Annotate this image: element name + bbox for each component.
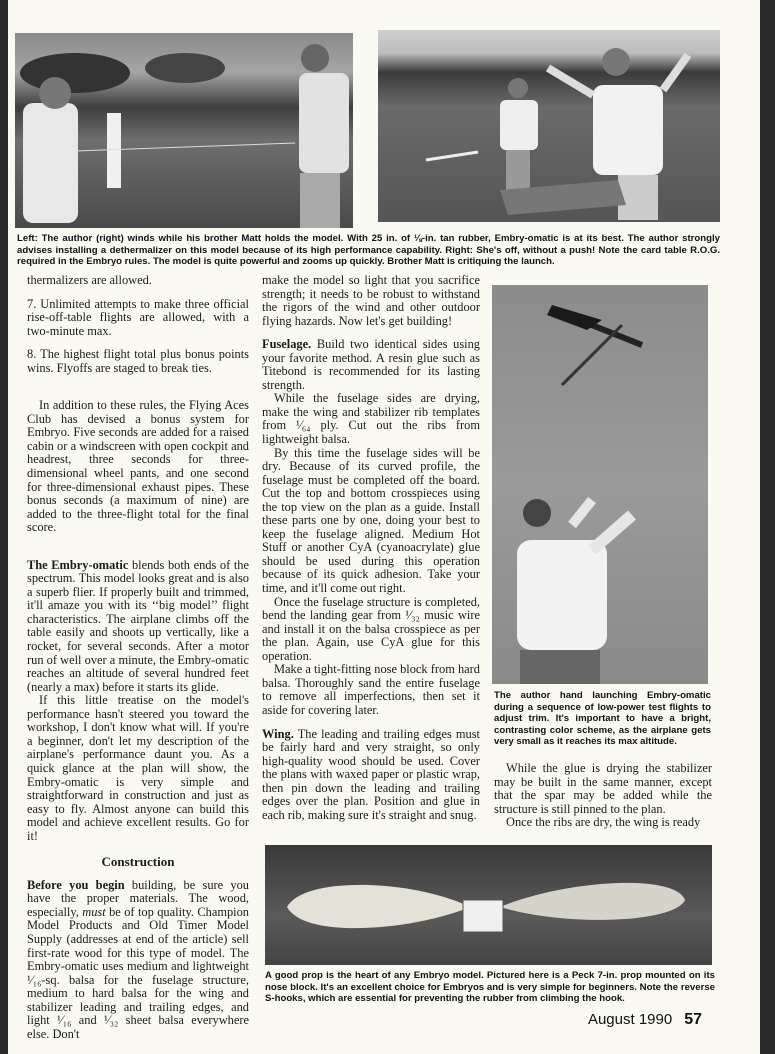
lead-in: The Embry-omatic [27, 557, 129, 572]
paragraph-before-you-begin: Before you begin building, be sure you have the proper materials. The wood, especially, must be of top quality. Champion Model Products and Old Timer Model Supply (addresses at end of the article) sell first-rate wood for this type of model. The Embry-omatic uses medium and lightweight ¹⁄₁₆-sq. balsa for the fuselage structure, medium to hard balsa for the wing and stabilizer leading and trailing edges, and light ¹⁄₁₆ and ¹⁄₃₂ sheet balsa everywhere else. Don't [27, 877, 250, 1041]
photo-winding-model [15, 33, 353, 228]
column-1 [27, 274, 249, 1041]
paragraph: Once the ribs are dry, the wing is ready [506, 815, 701, 830]
lead-in: Fuselage. [262, 337, 312, 352]
photo-hand-launch [492, 285, 708, 684]
paragraph-fuselage: Fuselage. Build two identical sides using your favorite method. A resin glue such as Titebond is recommended for its lasting strength. [262, 337, 480, 392]
paragraph-wing: Wing. The leading and trailing edges must be fairly hard and very straight, so only high-quality wood should be used. Cover the plans with waxed paper or plastic wrap, then pin down the leading and trailing edges over the plan. Position and glue in each rib, making sure it's straight and snug. [262, 726, 480, 822]
rule-7: 7. Unlimited attempts to make three official rise-off-table flights are allowed, with a two-minute max. [27, 296, 249, 338]
photo-1-figures [15, 33, 353, 228]
paragraph: Make a tight-fitting nose block from hard balsa. Thoroughly sand the entire fuselage to remove all imperfections, then set it aside for covering later. [262, 662, 480, 717]
paragraph: Once the fuselage structure is completed, bend the landing gear from ¹⁄₃₂ music wire and install it on the balsa crosspiece as per the plan. Again, use CyA glue for this operation. [262, 594, 480, 663]
lead-in: Before you begin [27, 877, 125, 892]
page-footer [588, 1011, 702, 1029]
caption-propeller: A good prop is the heart of any Embryo model. Pictured here is a Peck 7-in. prop mounted on its nose block. It's an excellent choice for Embryos and is very simple for beginners. Note the reverse S-hooks, which are essential for preventing the rubber from climbing the hook. [265, 970, 715, 1005]
photo-propeller [265, 845, 712, 965]
photo-launch-from-table [378, 30, 720, 222]
paragraph: thermalizers are allowed. [27, 273, 152, 287]
issue-date: August 1990 [587, 1011, 673, 1028]
photo-4-prop [265, 845, 712, 965]
paragraph-bonus-system: In addition to these rules, the Flying Aces Club has devised a bonus system for Embryo. Five seconds are added for a raised cabin or a windscreen with open cockpit and headrest, three seconds for three-dimensional wheel pants, and one second for three-dimensional exhaust pipes. These bonus seconds (a maximum of nine) are added to the three-flight total for the final score. [27, 398, 249, 535]
section-heading-construction: Construction [101, 854, 175, 870]
paragraph: While the glue is drying the stabilizer may be built in the same manner, except that the spar may be added while the structure is still pinned to the plan. [494, 761, 712, 816]
paragraph: While the fuselage sides are drying, make the wing and stabilizer rib templates from ¹⁄₆₄ ply. Cut out the ribs from lightweight balsa. [262, 391, 480, 447]
page-number: 57 [684, 1011, 702, 1028]
column-2 [262, 274, 480, 822]
magazine-page [8, 0, 760, 1054]
paragraph: By this time the fuselage sides will be dry. Because of its curved profile, the fuselage must be completed off the board. Cut the top and bottom crosspieces using the top view on the plan as a guide. Install these parts one by one, doing your best to keep the fuselage aligned. Medium Hot Stuff or another CyA (cyanoacrylate) glue should be used during this operation because of its quick adhesion. Take your time, and it'll come out right. [262, 445, 480, 596]
photo-2-figures [378, 30, 720, 222]
paragraph: make the model so light that you sacrifice strength; it needs to be robust to withstand the rigors of the wind and other outdoor flying hazards. Now let's get building! [262, 273, 480, 328]
column-3 [494, 762, 712, 830]
photo-3-figures [492, 285, 708, 684]
rule-8: 8. The highest flight total plus bonus points wins. Flyoffs are staged to break ties. [27, 347, 249, 375]
caption-hand-launch: The author hand launching Embry-omatic during a sequence of low-power test flights to adjust trim. It's important to have a bright, contrasting color scheme, as the airplane gets very small as it reaches its max altitude. [494, 690, 711, 748]
paragraph-embry-omatic: The Embry-omatic blends both ends of the spectrum. This model looks great and is also a superb flier. If properly built and trimmed, it'll amaze you with its ‘‘big model’’ flight characteristics. The airplane climbs off the table easily and shoots up vertically, like a rocket, for several seconds. After a motor run of well over a minute, the Embry-omatic reaches an altitude of several hundred feet (nearly a max) before it starts its glide. [27, 557, 249, 694]
lead-in: Wing. [262, 726, 294, 741]
caption-top-photos: Left: The author (right) winds while his brother Matt holds the model. With 25 in. of ⅛-in. tan rubber, Embry-omatic is at its best. The author strongly advises installing a dethermalizer on this model because of its high performance capability. Right: She's off, without a push! Note the card table R.O.G. required in the Embryo rules. The model is quite powerful and zooms up quickly. Brother Matt is critiquing the launch. [17, 233, 720, 268]
paragraph: If this little treatise on the model's performance hasn't steered you toward the workshop, I don't know what will. If you're a beginner, don't let my description of the airplane's performance daunt you. As a quick glance at the plan will show, the Embry-omatic is very simple and straightforward in construction and just as easy to fly. Almost anyone can build this model and achieve excellent results. Go for it! [27, 693, 249, 843]
